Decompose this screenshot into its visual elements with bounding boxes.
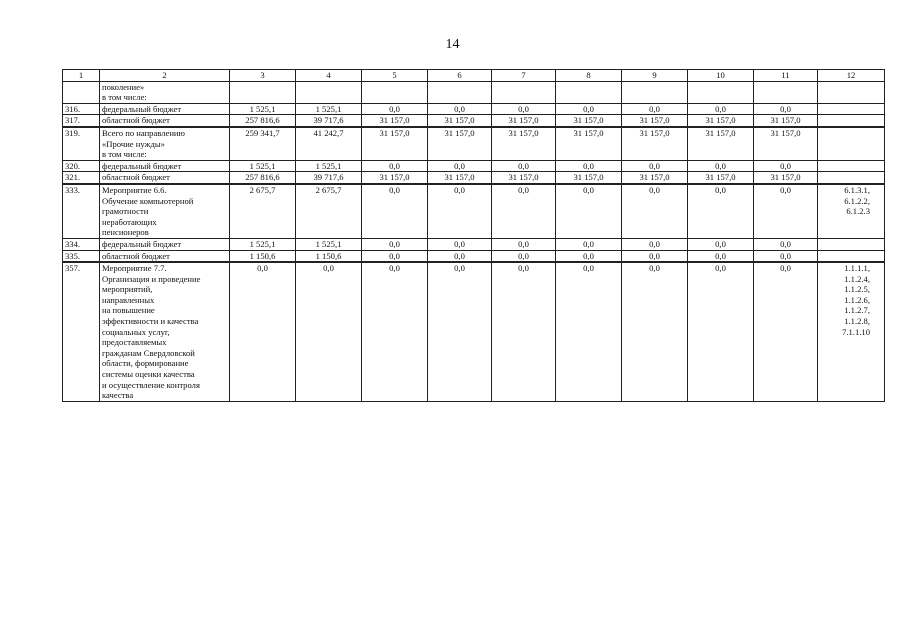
value-cell: 259 341,7 (230, 127, 296, 160)
row-number-cell: 321. (63, 172, 100, 184)
value-cell (230, 81, 296, 103)
description-line: предоставляемых (102, 337, 167, 348)
value-cell: 0,0 (362, 184, 428, 238)
table-row (63, 172, 885, 184)
description-line: грамотности (102, 206, 149, 217)
description-line: Мероприятие 7.7. (102, 263, 167, 274)
value-cell (428, 81, 492, 103)
value-cell (296, 81, 362, 103)
target-codes-cell (818, 81, 885, 103)
value-cell: 0,0 (556, 184, 622, 238)
value-cell: 0,0 (688, 250, 754, 262)
table-row (63, 184, 885, 238)
header-cell: 2 (100, 70, 230, 82)
description-line: в том числе: (102, 149, 147, 160)
description-line: качества (102, 390, 134, 401)
value-cell: 0,0 (622, 262, 688, 401)
target-codes-cell (818, 127, 885, 160)
description-line: неработающих (102, 216, 157, 227)
target-code: 1.1.2.4, (844, 273, 870, 284)
value-cell: 0,0 (688, 238, 754, 250)
target-codes-cell (818, 184, 885, 238)
value-cell: 31 157,0 (492, 127, 556, 160)
value-cell (556, 81, 622, 103)
row-number-cell (63, 81, 100, 103)
target-codes-cell (818, 103, 885, 115)
row-number-cell: 317. (63, 115, 100, 127)
description-line: социальных услуг, (102, 326, 170, 337)
value-cell: 0,0 (556, 262, 622, 401)
table-row (63, 81, 885, 103)
value-cell: 1 525,1 (230, 160, 296, 172)
description-cell (100, 250, 230, 262)
target-codes-cell (818, 238, 885, 250)
description-line: Всего по направлению (102, 127, 185, 138)
value-cell: 257 816,6 (230, 172, 296, 184)
value-cell: 31 157,0 (556, 172, 622, 184)
value-cell: 0,0 (688, 103, 754, 115)
description-line: Обучение компьютерной (102, 195, 194, 206)
value-cell: 1 150,6 (296, 250, 362, 262)
description-line: гражданам Свердловской (102, 347, 195, 358)
description-cell (100, 103, 230, 115)
header-cell: 5 (362, 70, 428, 82)
description-line: в том числе: (102, 92, 147, 103)
value-cell: 0,0 (492, 238, 556, 250)
value-cell: 31 157,0 (688, 115, 754, 127)
description-line: федеральный бюджет (102, 160, 182, 171)
value-cell: 1 525,1 (296, 103, 362, 115)
table-row (63, 160, 885, 172)
value-cell (492, 81, 556, 103)
value-cell: 0,0 (492, 262, 556, 401)
description-cell (100, 184, 230, 238)
value-cell: 0,0 (428, 160, 492, 172)
value-cell: 31 157,0 (492, 172, 556, 184)
header-cell: 6 (428, 70, 492, 82)
value-cell: 41 242,7 (296, 127, 362, 160)
value-cell (754, 81, 818, 103)
table-header-row (63, 70, 885, 82)
description-cell (100, 262, 230, 401)
value-cell: 31 157,0 (428, 115, 492, 127)
value-cell: 31 157,0 (688, 172, 754, 184)
value-cell: 0,0 (362, 160, 428, 172)
value-cell: 0,0 (492, 250, 556, 262)
target-codes-cell (818, 115, 885, 127)
header-cell: 9 (622, 70, 688, 82)
value-cell: 31 157,0 (688, 127, 754, 160)
value-cell: 0,0 (362, 250, 428, 262)
value-cell (622, 81, 688, 103)
value-cell: 31 157,0 (428, 172, 492, 184)
value-cell: 0,0 (492, 103, 556, 115)
header-cell: 12 (818, 70, 885, 82)
table-row (63, 250, 885, 262)
value-cell: 1 525,1 (230, 103, 296, 115)
description-line: областной бюджет (102, 250, 170, 261)
header-cell: 7 (492, 70, 556, 82)
description-line: поколение» (102, 81, 145, 92)
value-cell: 2 675,7 (230, 184, 296, 238)
target-codes-cell (818, 250, 885, 262)
description-line: Мероприятие 6.6. (102, 184, 167, 195)
value-cell: 31 157,0 (754, 127, 818, 160)
value-cell: 31 157,0 (428, 127, 492, 160)
value-cell: 0,0 (362, 238, 428, 250)
description-line: системы оценки качества (102, 369, 195, 380)
row-number-cell: 316. (63, 103, 100, 115)
row-number-cell: 335. (63, 250, 100, 262)
value-cell: 0,0 (754, 160, 818, 172)
value-cell: 0,0 (754, 238, 818, 250)
value-cell: 0,0 (688, 184, 754, 238)
value-cell: 0,0 (754, 250, 818, 262)
value-cell: 0,0 (754, 103, 818, 115)
page-number: 14 (445, 37, 460, 52)
description-line: пенсионеров (102, 227, 149, 238)
description-cell (100, 115, 230, 127)
description-cell (100, 238, 230, 250)
value-cell: 39 717,6 (296, 172, 362, 184)
value-cell: 1 150,6 (230, 250, 296, 262)
target-codes-cell (818, 160, 885, 172)
description-line: и осуществление контроля (102, 379, 200, 390)
value-cell: 0,0 (428, 238, 492, 250)
target-code: 7.1.1.10 (842, 326, 870, 337)
value-cell: 31 157,0 (622, 115, 688, 127)
table-row (63, 238, 885, 250)
description-line: федеральный бюджет (102, 238, 182, 249)
description-line: областной бюджет (102, 172, 170, 183)
value-cell (362, 81, 428, 103)
table-row (63, 262, 885, 401)
header-cell: 1 (63, 70, 100, 82)
value-cell: 31 157,0 (492, 115, 556, 127)
value-cell: 1 525,1 (230, 238, 296, 250)
description-line: направленных (102, 294, 155, 305)
value-cell: 31 157,0 (622, 127, 688, 160)
value-cell: 0,0 (622, 160, 688, 172)
value-cell: 0,0 (230, 262, 296, 401)
target-code: 1.1.2.6, (844, 294, 870, 305)
description-cell (100, 81, 230, 103)
value-cell: 1 525,1 (296, 238, 362, 250)
value-cell: 39 717,6 (296, 115, 362, 127)
value-cell: 0,0 (556, 103, 622, 115)
value-cell: 257 816,6 (230, 115, 296, 127)
value-cell: 0,0 (622, 250, 688, 262)
description-line: федеральный бюджет (102, 103, 182, 114)
value-cell: 31 157,0 (754, 172, 818, 184)
value-cell: 0,0 (754, 262, 818, 401)
description-line: «Прочие нужды» (102, 138, 165, 149)
description-line: эффективности и качества (102, 316, 199, 327)
table-row (63, 115, 885, 127)
value-cell: 0,0 (556, 250, 622, 262)
table-row (63, 103, 885, 115)
budget-table (62, 69, 885, 402)
row-number-cell: 319. (63, 127, 100, 160)
value-cell: 31 157,0 (622, 172, 688, 184)
header-cell: 11 (754, 70, 818, 82)
header-cell: 10 (688, 70, 754, 82)
value-cell: 0,0 (622, 184, 688, 238)
value-cell: 31 157,0 (362, 172, 428, 184)
target-code: 6.1.3.1, (844, 184, 870, 195)
description-line: мероприятий, (102, 284, 153, 295)
description-cell (100, 160, 230, 172)
value-cell: 0,0 (428, 262, 492, 401)
target-code: 6.1.2.3 (846, 206, 870, 217)
value-cell: 0,0 (492, 160, 556, 172)
row-number-cell: 333. (63, 184, 100, 238)
value-cell: 0,0 (622, 238, 688, 250)
value-cell: 0,0 (622, 103, 688, 115)
row-number-cell: 320. (63, 160, 100, 172)
target-code: 6.1.2.2, (844, 195, 870, 206)
description-cell (100, 127, 230, 160)
value-cell: 0,0 (296, 262, 362, 401)
header-cell: 4 (296, 70, 362, 82)
value-cell: 31 157,0 (556, 127, 622, 160)
target-codes-cell (818, 262, 885, 401)
row-number-cell: 357. (63, 262, 100, 401)
value-cell: 31 157,0 (556, 115, 622, 127)
header-cell: 8 (556, 70, 622, 82)
target-code: 1.1.2.8, (844, 316, 870, 327)
description-line: на повышение (102, 305, 155, 316)
value-cell: 0,0 (428, 250, 492, 262)
header-cell: 3 (230, 70, 296, 82)
value-cell: 0,0 (428, 184, 492, 238)
value-cell: 1 525,1 (296, 160, 362, 172)
value-cell: 0,0 (362, 262, 428, 401)
description-line: Организация и проведение (102, 273, 201, 284)
value-cell: 0,0 (688, 262, 754, 401)
value-cell: 0,0 (428, 103, 492, 115)
target-code: 1.1.2.5, (844, 284, 870, 295)
value-cell: 0,0 (688, 160, 754, 172)
value-cell: 31 157,0 (362, 115, 428, 127)
table-row (63, 127, 885, 160)
target-code: 1.1.1.1, (844, 263, 870, 274)
value-cell: 0,0 (754, 184, 818, 238)
description-line: области, формирование (102, 358, 189, 369)
row-number-cell: 334. (63, 238, 100, 250)
value-cell: 2 675,7 (296, 184, 362, 238)
value-cell: 0,0 (492, 184, 556, 238)
target-codes-cell (818, 172, 885, 184)
value-cell (688, 81, 754, 103)
description-cell (100, 172, 230, 184)
value-cell: 31 157,0 (362, 127, 428, 160)
description-line: областной бюджет (102, 115, 170, 126)
value-cell: 0,0 (556, 238, 622, 250)
value-cell: 0,0 (556, 160, 622, 172)
value-cell: 0,0 (362, 103, 428, 115)
value-cell: 31 157,0 (754, 115, 818, 127)
target-code: 1.1.2.7, (844, 305, 870, 316)
